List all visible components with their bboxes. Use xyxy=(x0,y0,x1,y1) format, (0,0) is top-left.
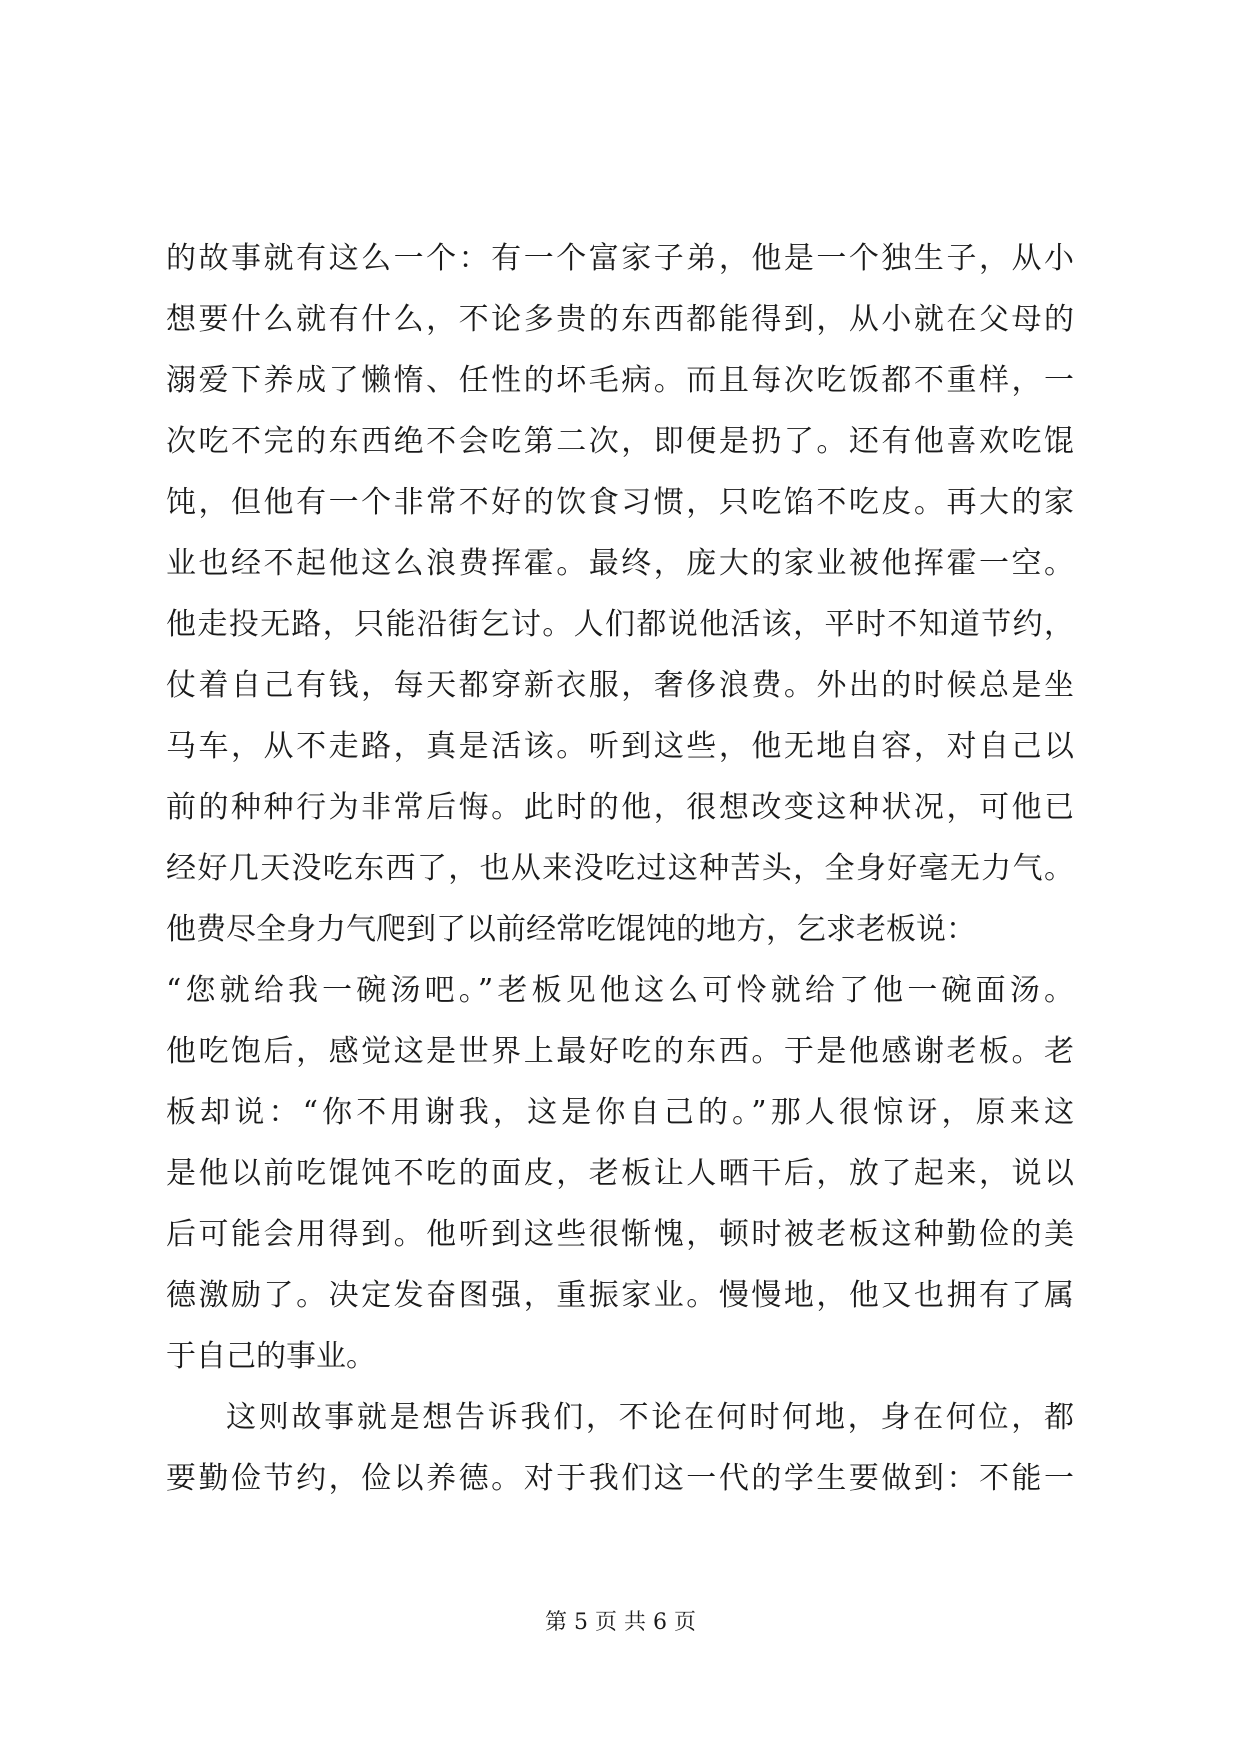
text-line: 是他以前吃馄饨不吃的面皮，老板让人晒干后，放了起来，说以 xyxy=(166,1156,1074,1191)
document-body xyxy=(166,228,1074,1509)
text-line: 板却说：“你不用谢我，这是你自己的。”那人很惊讶，原来这 xyxy=(166,1095,1074,1130)
text-line: 经好几天没吃东西了，也从来没吃过这种苦头，全身好毫无力气。 xyxy=(166,851,1074,886)
text-line: 业也经不起他这么浪费挥霍。最终，庞大的家业被他挥霍一空。 xyxy=(166,546,1074,581)
text-line: 后可能会用得到。他听到这些很惭愧，顿时被老板这种勤俭的美 xyxy=(166,1217,1074,1252)
text-line: 仗着自己有钱，每天都穿新衣服，奢侈浪费。外出的时候总是坐 xyxy=(166,668,1074,703)
text-line: 马车，从不走路，真是活该。听到这些，他无地自容，对自己以 xyxy=(166,729,1074,764)
text-line: 溺爱下养成了懒惰、任性的坏毛病。而且每次吃饭都不重样，一 xyxy=(166,363,1074,398)
text-line: 的故事就有这么一个：有一个富家子弟，他是一个独生子，从小 xyxy=(166,241,1074,276)
text-line: “您就给我一碗汤吧。”老板见他这么可怜就给了他一碗面汤。 xyxy=(166,973,1074,1008)
text-line: 德激励了。决定发奋图强，重振家业。慢慢地，他又也拥有了属 xyxy=(166,1278,1074,1313)
page-number-footer: 第 5 页 共 6 页 xyxy=(545,1610,696,1635)
text-line: 他吃饱后，感觉这是世界上最好吃的东西。于是他感谢老板。老 xyxy=(166,1034,1074,1069)
text-line: 前的种种行为非常后悔。此时的他，很想改变这种状况，可他已 xyxy=(166,790,1074,825)
text-line: 想要什么就有什么，不论多贵的东西都能得到，从小就在父母的 xyxy=(166,302,1074,337)
text-line: 要勤俭节约，俭以养德。对于我们这一代的学生要做到：不能一 xyxy=(166,1461,1074,1496)
text-line: 于自己的事业。 xyxy=(166,1339,376,1374)
text-line: 他走投无路，只能沿街乞讨。人们都说他活该，平时不知道节约， xyxy=(166,607,1074,642)
text-line: 饨，但他有一个非常不好的饮食习惯，只吃馅不吃皮。再大的家 xyxy=(166,485,1074,520)
text-line: 这则故事就是想告诉我们，不论在何时何地，身在何位，都 xyxy=(226,1400,1074,1435)
text-line: 次吃不完的东西绝不会吃第二次，即便是扔了。还有他喜欢吃馄 xyxy=(166,424,1074,459)
text-line: 他费尽全身力气爬到了以前经常吃馄饨的地方，乞求老板说： xyxy=(166,912,976,947)
